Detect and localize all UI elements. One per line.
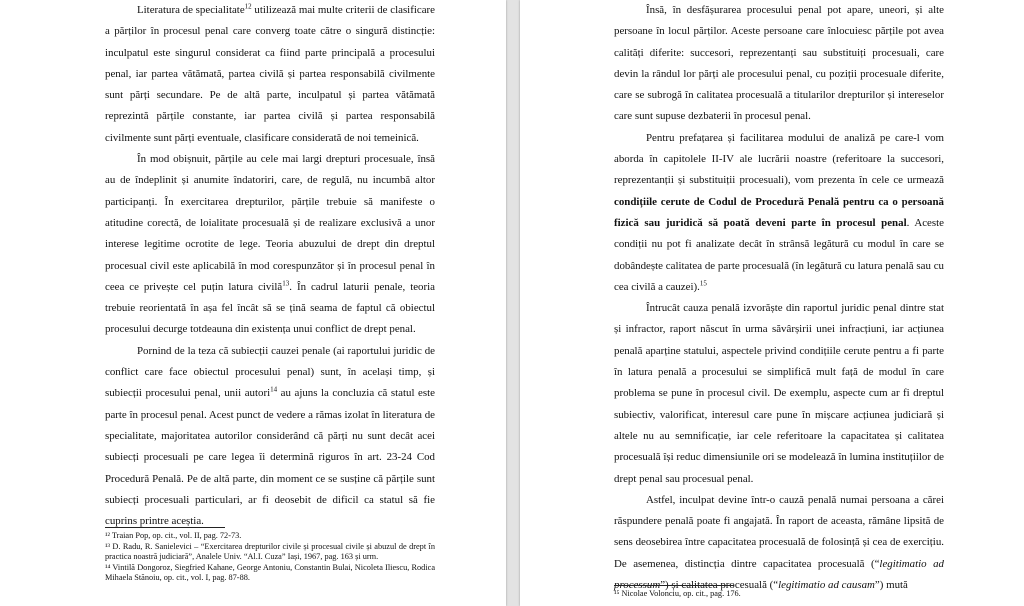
footnotes <box>105 531 435 584</box>
page-body-text <box>105 0 435 532</box>
page-body-text <box>614 0 944 596</box>
footnote-ref[interactable]: 12 <box>244 2 252 11</box>
paragraph: Literatura de specialitate$^{12}$ utilizează mai multe criterii de clasificare a părților în procesul penal care converg toate către o singură distincție: inculpatul este singurul considerat ca fiind parte principală a procesului penal, iar partea vătămată, partea civilă și partea responsabilă civilmente sunt părți secundare. Pe de altă parte, inculpatul și partea vătămată reprezintă părțile constante, iar partea civilă și partea responsabilă civilmente sunt părți eventuale, clasificare considerată de noi temeinică. <box>105 2 435 144</box>
paragraph: Întrucât cauza penală izvorăște din raportul juridic penal dintre stat și infractor, raport născut în urma săvârșirii unei infracțiuni, iar acțiunea penală aparține statului, aspectele privind condițiile cerute pentru a fi parte în latura penală a procesului se simplifică mult față de modul în care problema se pune în procesul civil. De exemplu, aspecte cum ar fi dreptul subiectiv, valorificat, interesul care pune în mișcare acțiunea judiciară și altele nu au semnificație, iar cele referitoare la capacitatea și calitatea procesuală își reduc dimensiunile ori se modelează în lumina instituțiilor de drept penal sau procesual penal. <box>614 302 944 485</box>
italic-term: legitimatio ad causam <box>778 579 875 592</box>
footnote: ¹⁴ Vintilă Dongoroz, Siegfried Kahane, George Antoniu, Constantin Bulai, Nicoleta Iliescu, Rodica Mihaela Stănoiu, op. cit., vol. I, pag. 87-88. <box>105 562 435 582</box>
bold-emphasis: condițiile cerute de Codul de Procedură Penală pentru ca o persoană fizică sau juridică să poată deveni parte în procesul penal <box>614 195 944 229</box>
paragraph: Însă, în desfășurarea procesului penal pot apare, uneori, și alte persoane în locul părților. Aceste persoane care înlocuiesc părțile pot avea calități diferite: succesori, reprezentanți sau substituiți procesuali, care devin la rândul lor părți ale procesului penal, cu poziții procesuale diferite, care se subrogă în calitatea procesuală a titularilor drepturilor și intereselor care sunt supuse dezbaterii în procesul penal. <box>614 4 944 123</box>
footnotes <box>614 589 944 600</box>
paragraph: Pornind de la teza că subiecții cauzei penale (ai raportului juridic de conflict care face obiectul procesului penal) sunt, în același timp, și subiecții procesului penal, unii autori$^{14}$ au ajuns la concluzia că statul este parte în procesul penal. Acest punct de vedere a rămas izolat în literatura de specialitate, majoritatea autorilor considerând că părți nu sunt decât acei subiecți procesuali pe care legea îi determină riguros în art. 23-24 Cod Procedură Penală. Pe de altă parte, din moment ce se susține că părțile sunt subiecți procesuali particulari, ar fi deosebit de dificil ca statul să fie cuprins printre aceștia. <box>105 344 435 528</box>
footnote-ref[interactable]: 13 <box>282 279 290 288</box>
footnote: ¹³ D. Radu, R. Sanielevici – “Exercitarea drepturilor civile și procesual civile și abuzul de drept în practica noastră judiciară”, Analele Univ. “Al.I. Cuza” Iași, 1967, pag. 163 și urm. <box>105 541 435 561</box>
footnote-ref[interactable]: 14 <box>270 385 278 394</box>
italic-term: legitimatio ad processum <box>614 557 944 592</box>
footnote-ref[interactable]: 15 <box>699 279 707 288</box>
footnote-separator <box>614 585 734 586</box>
document-page-right <box>520 0 1024 606</box>
paragraph: Astfel, inculpat devine într-o cauză penală numai persoana a cărei răspundere penală poate fi angajată. În raport de aceasta, rămâne lipsită de sens deosebirea între capacitatea procesuală de folosință și cea de exercițiu. De asemenea, distincția dintre capacitatea procesuală (“legitimatio ad processum”) și calitatea procesuală (“legitimatio ad causam”) mută <box>614 493 944 592</box>
footnote-separator <box>105 527 225 528</box>
paragraph: În mod obișnuit, părțile au cele mai largi drepturi procesuale, însă au de îndeplinit și anumite îndatoriri, care, de regulă, nu incumbă altor participanți. În exercitarea drepturilor, părțile trebuie să manifeste o atitudine corectă, de loialitate procesuală și de realizare exclusivă a unor interese legitime ocrotite de lege. Teoria abuzului de drept din dreptul procesual civil este aplicabilă în mod corespunzător și în procesul penal în ceea ce privește cel puțin latura civilă$^{13}$. În cadrul laturii penale, teoria trebuie reorientată în așa fel încât să se țină seama de faptul că obiectul procesului decurge totdeauna din existența unui conflict de drept penal. <box>105 153 435 336</box>
footnote: ¹² Traian Pop, op. cit., vol. II, pag. 72-73. <box>105 531 242 540</box>
paragraph: Pentru prefațarea și facilitarea modului de analiză pe care-l vom aborda în capitolele II-IV ale lucrării noastre (referitoare la succesori, reprezentanții și substituiții procesuali), vom prezenta în cele ce urmează condițiile cerute de Codul de Procedură Penală pentru ca o persoană fizică sau juridică să poată deveni parte în procesul penal. Aceste condiții nu pot fi analizate decât în strânsă legătură cu modul în care se dobândește calitatea de parte procesuală (în legătură cu latura penală sau cu cea civilă a cauzei).$^{15}$ <box>614 131 944 293</box>
footnote: ¹⁵ Nicolae Volonciu, op. cit., pag. 176. <box>614 589 741 598</box>
document-page-left <box>0 0 506 606</box>
